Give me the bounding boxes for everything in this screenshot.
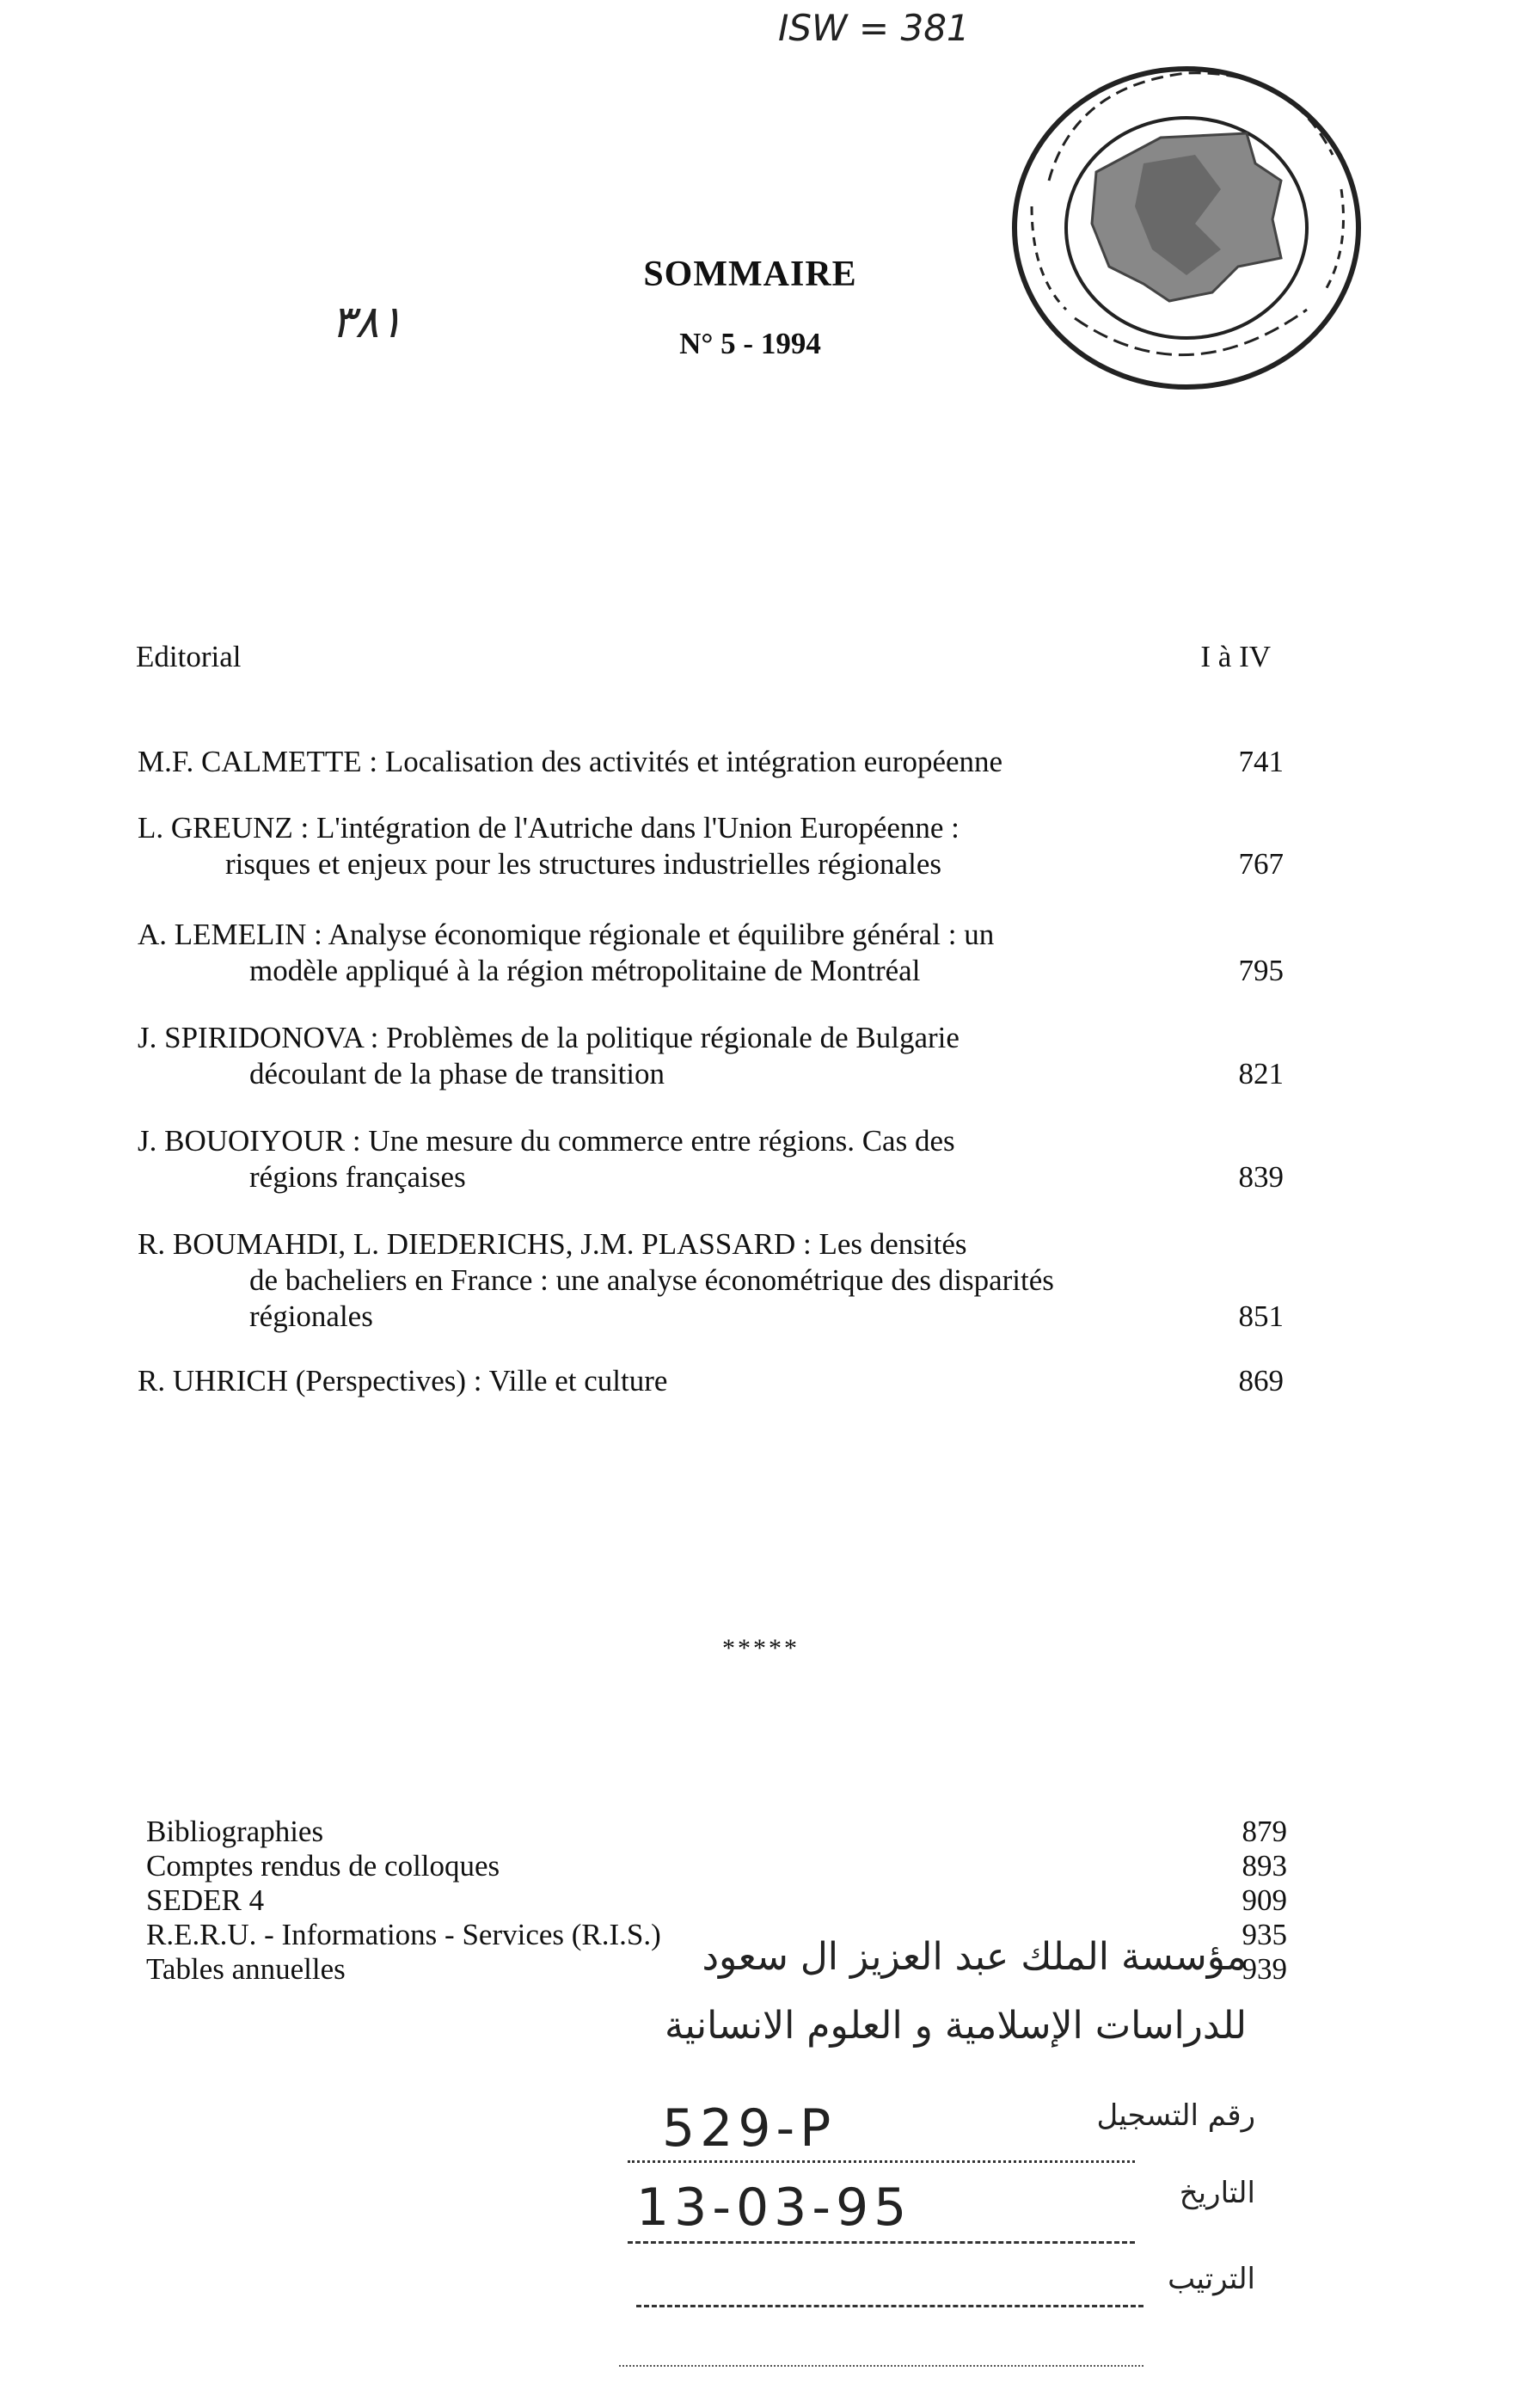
stamp-label-registration: رقم التسجيل (1096, 2098, 1255, 2133)
toc-entry-uhrich: R. UHRICH (Perspectives) : Ville et culture (138, 1364, 668, 1398)
appendix-item-tables: Tables annuelles (146, 1952, 346, 1986)
stamp-dashed-line (628, 2241, 1135, 2244)
stamp-institution-line2: للدراسات الإسلامية و العلوم الانسانية (664, 2004, 1247, 2048)
stamp-order-line (636, 2305, 1144, 2307)
toc-entry-bouoiyour-line2: régions françaises (249, 1160, 466, 1194)
handwritten-number: ٣٨١ (331, 297, 403, 348)
appendix-page-comptes-rendus: 893 (1242, 1849, 1287, 1883)
stamp-date: 13-03-95 (636, 2178, 912, 2238)
stamp-bottom-line (619, 2365, 1144, 2367)
toc-page-editorial: I à IV (1200, 640, 1271, 673)
toc-page-calmette: 741 (1238, 745, 1284, 778)
toc-entry-boumahdi-line1: R. BOUMAHDI, L. DIEDERICHS, J.M. PLASSARD : Les densités (138, 1227, 967, 1261)
toc-page-bouoiyour: 839 (1238, 1160, 1284, 1194)
toc-entry-calmette: M.F. CALMETTE : Localisation des activités et intégration européenne (138, 745, 1003, 778)
toc-entry-editorial: Editorial (136, 640, 242, 673)
handwritten-catalog-number: ISW = 381 (778, 7, 970, 49)
toc-page-greunz: 767 (1238, 847, 1284, 881)
registration-stamp (550, 1926, 1264, 2374)
toc-page-uhrich: 869 (1238, 1364, 1284, 1398)
section-separator: ***** (722, 1634, 800, 1662)
appendix-item-comptes-rendus: Comptes rendus de colloques (146, 1849, 500, 1883)
toc-entry-boumahdi-line3: régionales (249, 1299, 373, 1333)
appendix-page-tables: 939 (1242, 1952, 1287, 1986)
toc-entry-spiridonova-line1: J. SPIRIDONOVA : Problèmes de la politique régionale de Bulgarie (138, 1021, 960, 1054)
stamp-dotted-line (628, 2160, 1135, 2163)
appendix-item-seder: SEDER 4 (146, 1883, 265, 1917)
appendix-item-reru: R.E.R.U. - Informations - Services (R.I.S.) (146, 1918, 661, 1951)
toc-entry-greunz-line2: risques et enjeux pour les structures industrielles régionales (225, 847, 941, 881)
stamp-label-order: الترتيب (1168, 2262, 1255, 2296)
stamp-label-date: التاريخ (1179, 2176, 1255, 2210)
appendix-page-reru: 935 (1242, 1918, 1287, 1951)
toc-page-spiridonova: 821 (1238, 1057, 1284, 1090)
page-title: SOMMAIRE (643, 255, 857, 294)
toc-entry-boumahdi-line2: de bacheliers en France : une analyse économétrique des disparités (249, 1263, 1054, 1297)
toc-page-lemelin: 795 (1238, 954, 1284, 987)
toc-entry-lemelin-line1: A. LEMELIN : Analyse économique régionale et équilibre général : un (138, 918, 995, 951)
toc-entry-spiridonova-line2: découlant de la phase de transition (249, 1057, 665, 1090)
appendix-page-bibliographies: 879 (1242, 1815, 1287, 1848)
toc-entry-lemelin-line2: modèle appliqué à la région métropolitaine de Montréal (249, 954, 921, 987)
issue-number: N° 5 - 1994 (679, 327, 821, 360)
toc-page-boumahdi: 851 (1238, 1299, 1284, 1333)
toc-entry-greunz-line1: L. GREUNZ : L'intégration de l'Autriche dans l'Union Européenne : (138, 811, 960, 845)
stamp-registration-number: 529-P (662, 2098, 837, 2159)
stamp-institution-line1: مؤسسة الملك عبد العزيز ال سعود (702, 1935, 1247, 1979)
appendix-page-seder: 909 (1242, 1883, 1287, 1917)
toc-entry-bouoiyour-line1: J. BOUOIYOUR : Une mesure du commerce entre régions. Cas des (138, 1124, 955, 1158)
appendix-item-bibliographies: Bibliographies (146, 1815, 324, 1848)
